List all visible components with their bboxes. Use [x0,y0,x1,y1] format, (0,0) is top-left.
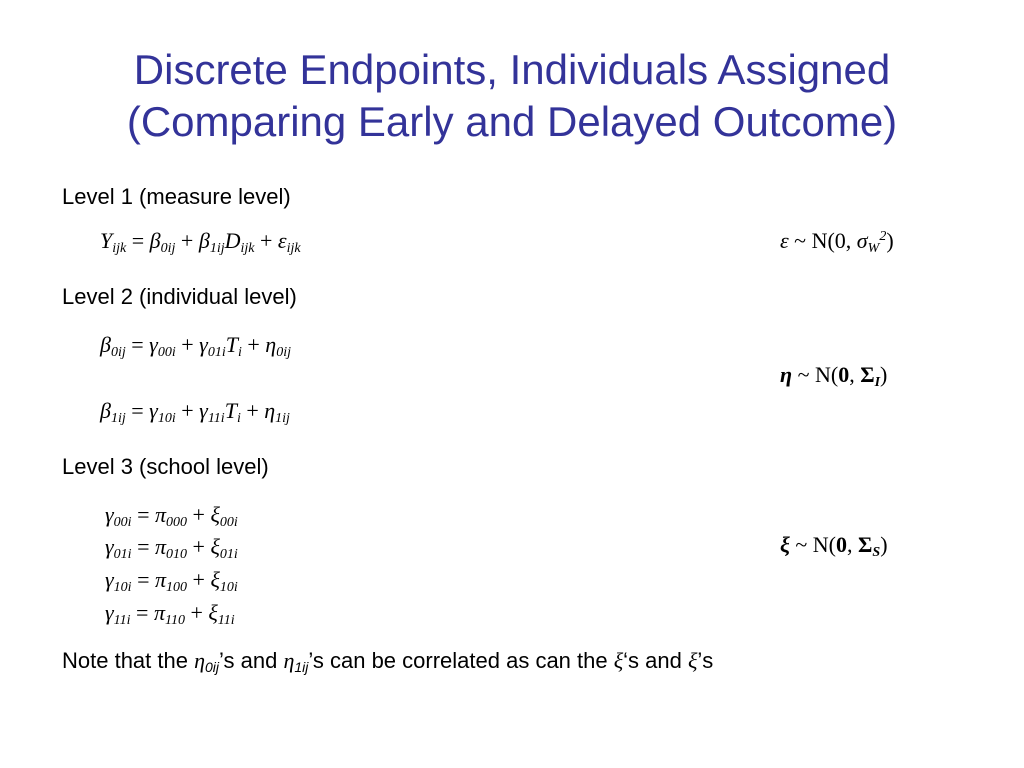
level-3-equation-gamma10: $\gamma_{10i} = \pi_{100} + \xi_{10i}$ [105,567,238,595]
level-3-equation-gamma01: $\gamma_{01i} = \pi_{010} + \xi_{01i}$ [105,534,238,562]
correlation-note: Note that the $\eta_{0ij}’s$ and $\eta_{1ij}’s$ can be correlated as can the ξ‘s and ξ’s [62,648,714,675]
level-1-error-distribution: ε ~ N(0, $\sigma_W^2$) [780,228,894,256]
level-2-heading: Level 2 (individual level) [62,284,297,309]
level-3-equation-gamma11: $\gamma_{11i} = \pi_{110} + \xi_{11i}$ [105,600,235,628]
title-line-2: (Comparing Early and Delayed Outcome) [126,98,898,145]
level-3-equation-gamma00: $\gamma_{00i} = \pi_{000} + \xi_{00i}$ [105,502,238,530]
level-3-error-distribution: ξ ~ N(0, $\Sigma_S$) [780,532,888,560]
level-1-equation: $Y_{ijk} = \beta_{0ij} + \beta_{1ij}D_{ijk} + \varepsilon_{ijk}$ [100,228,301,256]
level-3-heading: Level 3 (school level) [62,454,269,479]
level-1-heading: Level 1 (measure level) [62,184,291,209]
title-line-1: Discrete Endpoints, Individuals Assigned [133,46,891,93]
level-2-error-distribution: η ~ N(0, $\Sigma_I$) [780,362,888,390]
level-2-equation-beta1: $\beta_{1ij} = \gamma_{10i} + \gamma_{11i}T_i + \eta_{1ij}$ [100,398,290,426]
slide-title [0,44,1024,148]
level-2-equation-beta0: $\beta_{0ij} = \gamma_{00i} + \gamma_{01i}T_i + \eta_{0ij}$ [100,332,291,360]
